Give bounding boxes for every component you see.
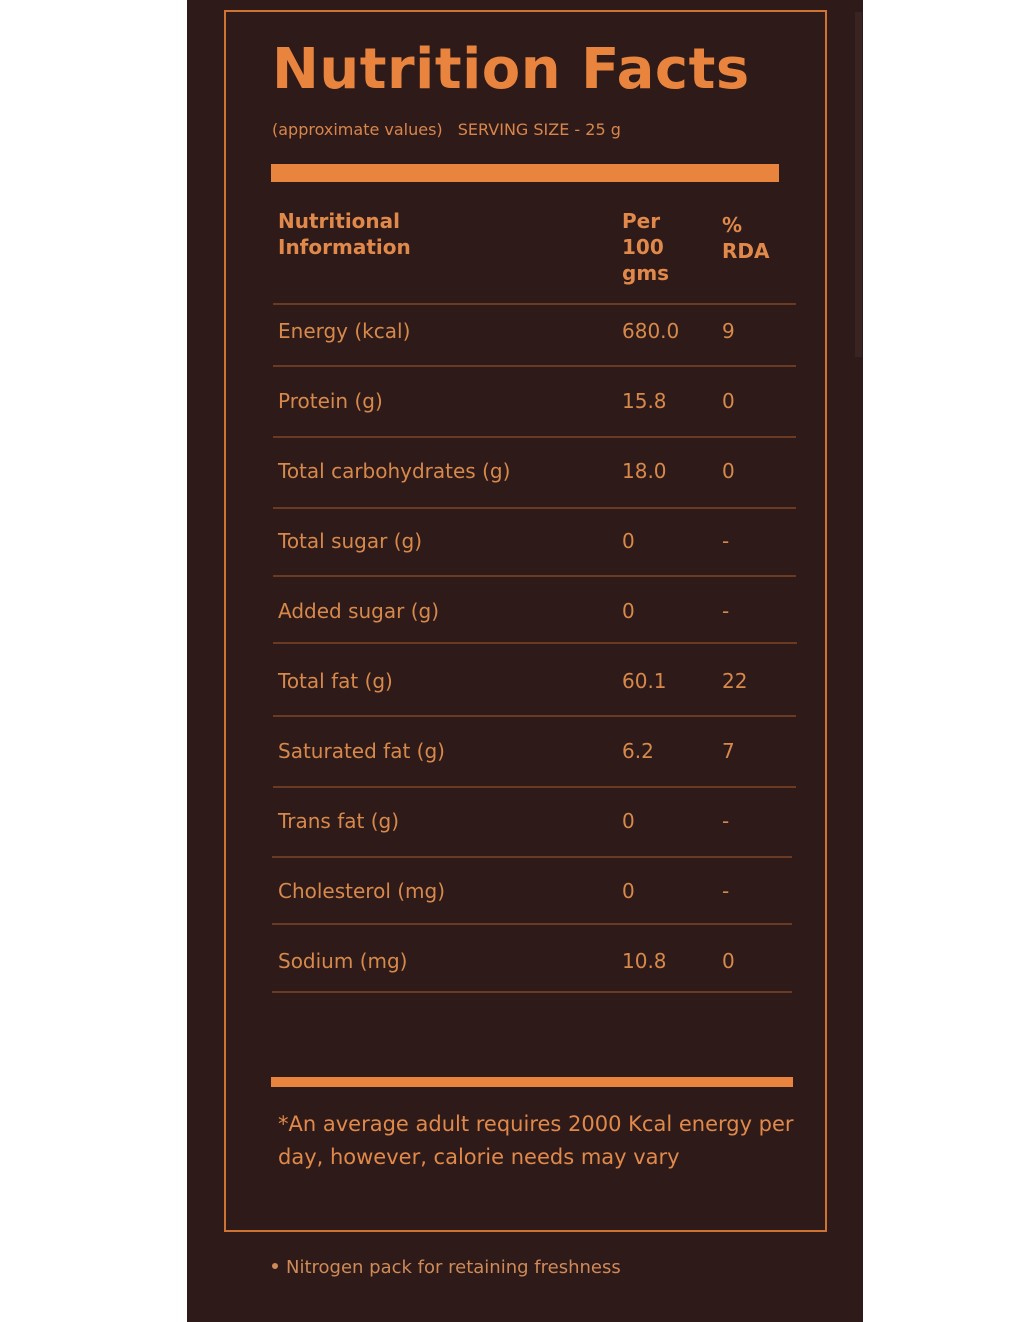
row-divider	[273, 786, 796, 788]
rda-value: 0	[722, 459, 735, 483]
nutrient-name: Total sugar (g)	[278, 529, 422, 553]
subtitle	[272, 120, 621, 139]
per-100g-value: 6.2	[622, 739, 654, 763]
row-divider	[273, 642, 797, 644]
header-divider	[273, 303, 796, 305]
rda-value: 22	[722, 669, 748, 693]
nutrient-name: Protein (g)	[278, 389, 383, 413]
energy-footnote: *An average adult requires 2000 Kcal energy per day, however, calorie needs may vary	[278, 1112, 794, 1169]
rda-value: -	[722, 599, 730, 623]
per-100g-value: 15.8	[622, 389, 667, 413]
per-100g-value: 0	[622, 879, 635, 903]
row-divider	[272, 923, 792, 925]
panel-edge-strip	[855, 12, 862, 357]
bottom-accent-bar	[271, 1077, 793, 1087]
row-divider	[273, 715, 796, 717]
per-100g-value: 10.8	[622, 949, 667, 973]
header-nutritional-information: Nutritional Information	[278, 209, 411, 259]
row-divider	[272, 856, 792, 858]
row-divider	[273, 575, 796, 577]
rda-value: 0	[722, 389, 735, 413]
rda-value: -	[722, 879, 730, 903]
nutrient-name: Cholesterol (mg)	[278, 879, 446, 903]
rda-value: 9	[722, 319, 735, 343]
row-divider	[272, 991, 792, 993]
rda-value: 7	[722, 739, 735, 763]
nutrient-name: Sodium (mg)	[278, 949, 408, 973]
row-divider	[273, 436, 796, 438]
per-100g-value: 0	[622, 599, 635, 623]
header-per-100-gms: Per 100 gms	[622, 209, 670, 285]
bullet-icon	[272, 1263, 278, 1269]
serving-size: SERVING SIZE - 25 g	[457, 120, 621, 139]
per-100g-value: 18.0	[622, 459, 667, 483]
rda-value: -	[722, 809, 730, 833]
page-title: Nutrition Facts	[272, 37, 750, 102]
nutrient-name: Saturated fat (g)	[278, 739, 445, 763]
per-100g-value: 0	[622, 809, 635, 833]
approximate-values-note: (approximate values)	[272, 120, 443, 139]
header-rda: % RDA	[722, 213, 770, 263]
nutrient-name: Total fat (g)	[278, 669, 393, 693]
nutrient-name: Total carbohydrates (g)	[278, 459, 511, 483]
row-divider	[273, 507, 796, 509]
per-100g-value: 680.0	[622, 319, 680, 343]
nutrient-name: Added sugar (g)	[278, 599, 440, 623]
nutrient-name: Trans fat (g)	[278, 809, 400, 833]
top-accent-bar	[271, 164, 779, 182]
rda-value: -	[722, 529, 730, 553]
row-divider	[273, 365, 796, 367]
rda-value: 0	[722, 949, 735, 973]
nitrogen-note	[272, 1255, 621, 1281]
nutrient-name: Energy (kcal)	[278, 319, 411, 343]
per-100g-value: 60.1	[622, 669, 667, 693]
nitrogen-note-text: Nitrogen pack for retaining freshness	[286, 1257, 621, 1278]
per-100g-value: 0	[622, 529, 635, 553]
